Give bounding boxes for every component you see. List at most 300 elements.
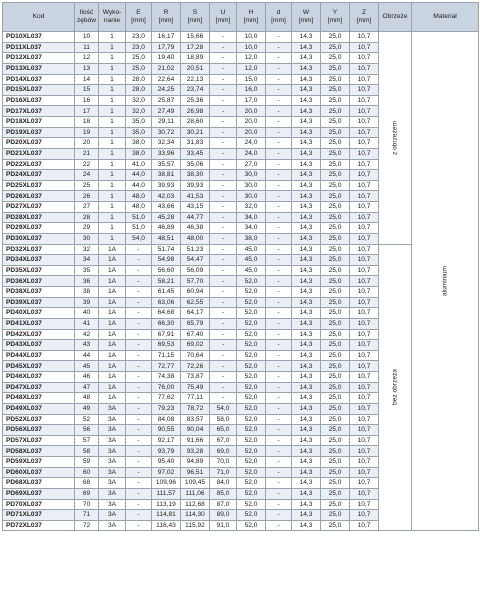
table-cell: 10,7 [350, 382, 379, 393]
product-code-cell: PD25XL037 [3, 180, 75, 191]
table-cell: 52,0 [237, 382, 266, 393]
product-code-cell: PD34XL037 [3, 255, 75, 266]
table-cell: 35,0 [126, 117, 152, 128]
table-cell: 10,7 [350, 85, 379, 96]
table-cell: - [210, 32, 237, 43]
table-cell: 1 [99, 223, 126, 234]
table-cell: - [266, 159, 292, 170]
product-code-cell: PD71XL037 [3, 510, 75, 521]
table-cell: 10,7 [350, 223, 379, 234]
table-cell: 59 [75, 457, 99, 468]
table-cell: 14,3 [292, 42, 321, 53]
obrzeze-label-with-flange: z obrzeżem [391, 120, 399, 155]
table-cell: - [266, 372, 292, 383]
product-code-cell: PD69XL037 [3, 488, 75, 499]
table-cell: - [210, 74, 237, 85]
table-cell: 14,3 [292, 117, 321, 128]
table-cell: - [126, 488, 152, 499]
table-cell: - [126, 350, 152, 361]
table-cell: - [126, 297, 152, 308]
table-cell: 25,87 [152, 95, 181, 106]
table-cell: 25,0 [321, 478, 350, 489]
col-header-wykonanie: Wyko- nanie [99, 3, 126, 32]
table-cell: 10,7 [350, 244, 379, 255]
table-cell: 10,7 [350, 63, 379, 74]
table-cell: 25,0 [321, 95, 350, 106]
table-cell: 46,89 [152, 223, 181, 234]
table-cell: 72,77 [152, 361, 181, 372]
table-cell: 10,7 [350, 488, 379, 499]
table-cell: - [210, 212, 237, 223]
table-cell: 32,0 [126, 95, 152, 106]
table-cell: 10,7 [350, 32, 379, 43]
table-cell: 51,23 [181, 244, 210, 255]
table-cell: 52,0 [237, 467, 266, 478]
table-cell: 21 [75, 148, 99, 159]
table-cell: 10,7 [350, 53, 379, 64]
table-cell: 14,3 [292, 372, 321, 383]
table-cell: - [126, 287, 152, 298]
table-cell: 52,0 [237, 372, 266, 383]
table-cell: 64,68 [152, 308, 181, 319]
table-cell: 10,7 [350, 74, 379, 85]
table-cell: 77,62 [152, 393, 181, 404]
table-cell: - [266, 117, 292, 128]
table-cell: 90,04 [181, 425, 210, 436]
product-code-cell: PD14XL037 [3, 74, 75, 85]
table-cell: 44,0 [126, 170, 152, 181]
table-cell: 20,0 [237, 127, 266, 138]
table-cell: - [266, 435, 292, 446]
table-cell: 57 [75, 435, 99, 446]
product-code-cell: PD30XL037 [3, 233, 75, 244]
table-cell: - [266, 74, 292, 85]
table-cell: 25,0 [321, 212, 350, 223]
table-cell: 14,3 [292, 159, 321, 170]
table-cell: 114,81 [152, 510, 181, 521]
table-cell: 10,7 [350, 372, 379, 383]
table-cell: 10,7 [350, 414, 379, 425]
table-cell: 1 [99, 212, 126, 223]
table-cell: 35,57 [152, 159, 181, 170]
table-cell: 116,43 [152, 520, 181, 531]
table-cell: 41,53 [181, 191, 210, 202]
table-cell: 3A [99, 457, 126, 468]
table-cell: 71,15 [152, 350, 181, 361]
product-code-cell: PD24XL037 [3, 170, 75, 181]
table-cell: 17,0 [237, 95, 266, 106]
table-cell: 14,3 [292, 223, 321, 234]
table-cell: 25,0 [321, 510, 350, 521]
table-cell: - [266, 170, 292, 181]
table-cell: 3A [99, 467, 126, 478]
table-cell: - [210, 255, 237, 266]
table-cell: 25,0 [321, 361, 350, 372]
table-cell: 15 [75, 85, 99, 96]
table-cell: 1 [99, 191, 126, 202]
table-cell: 1 [99, 85, 126, 96]
table-cell: 63,06 [152, 297, 181, 308]
table-cell: 48,0 [126, 191, 152, 202]
table-cell: 66,30 [152, 318, 181, 329]
product-code-cell: PD47XL037 [3, 382, 75, 393]
table-cell: 14,3 [292, 191, 321, 202]
table-cell: - [210, 53, 237, 64]
table-cell: - [266, 32, 292, 43]
table-cell: 97,02 [152, 467, 181, 478]
table-cell: 21,02 [152, 63, 181, 74]
table-cell: 10,7 [350, 170, 379, 181]
table-cell: - [266, 85, 292, 96]
table-cell: 34 [75, 255, 99, 266]
table-cell: 52,0 [237, 308, 266, 319]
table-cell: 1 [99, 170, 126, 181]
table-cell: 1A [99, 350, 126, 361]
table-cell: 27,49 [152, 106, 181, 117]
product-code-cell: PD49XL037 [3, 403, 75, 414]
table-cell: - [210, 159, 237, 170]
table-cell: 10,7 [350, 308, 379, 319]
table-cell: 14,3 [292, 403, 321, 414]
table-cell: 71,0 [210, 467, 237, 478]
table-cell: 25,0 [321, 223, 350, 234]
table-cell: 25,0 [321, 233, 350, 244]
table-cell: - [210, 63, 237, 74]
table-cell: 10,7 [350, 425, 379, 436]
table-cell: 19,40 [152, 53, 181, 64]
table-cell: 52 [75, 414, 99, 425]
table-cell: 24 [75, 170, 99, 181]
table-cell: 39,93 [181, 180, 210, 191]
table-cell: 70,0 [210, 457, 237, 468]
table-cell: 25,0 [321, 117, 350, 128]
col-header-s: S [mm] [181, 3, 210, 32]
table-cell: - [126, 265, 152, 276]
table-cell: 23,0 [126, 32, 152, 43]
table-cell: 10,7 [350, 212, 379, 223]
table-cell: 14,3 [292, 478, 321, 489]
col-header-z: Z [mm] [350, 3, 379, 32]
table-cell: 17 [75, 106, 99, 117]
table-cell: 14,3 [292, 170, 321, 181]
table-cell: 58,21 [152, 276, 181, 287]
table-cell: 25 [75, 180, 99, 191]
table-cell: - [266, 520, 292, 531]
table-cell: - [266, 276, 292, 287]
table-cell: 74,38 [152, 372, 181, 383]
table-cell: 35,0 [126, 127, 152, 138]
product-code-cell: PD18XL037 [3, 117, 75, 128]
table-cell: 14,3 [292, 446, 321, 457]
table-cell: 77,11 [181, 393, 210, 404]
table-cell: 28 [75, 212, 99, 223]
table-cell: 1 [99, 138, 126, 149]
table-cell: - [266, 138, 292, 149]
table-cell: - [126, 308, 152, 319]
table-cell: - [266, 446, 292, 457]
product-code-cell: PD12XL037 [3, 53, 75, 64]
table-cell: 111,57 [152, 488, 181, 499]
table-cell: - [126, 446, 152, 457]
table-cell: 3A [99, 446, 126, 457]
table-cell: - [210, 127, 237, 138]
table-cell: 36 [75, 276, 99, 287]
product-code-cell: PD56XL037 [3, 425, 75, 436]
product-code-cell: PD68XL037 [3, 478, 75, 489]
table-cell: - [266, 287, 292, 298]
table-cell: 25,0 [321, 318, 350, 329]
table-cell: - [210, 223, 237, 234]
table-cell: 10,7 [350, 403, 379, 414]
table-cell: 10,7 [350, 95, 379, 106]
table-cell: 14,3 [292, 53, 321, 64]
table-cell: 34,0 [237, 212, 266, 223]
table-cell: 43,66 [152, 202, 181, 213]
table-cell: 45,0 [237, 255, 266, 266]
table-cell: 45,0 [237, 265, 266, 276]
product-code-cell: PD11XL037 [3, 42, 75, 53]
table-cell: 10,7 [350, 202, 379, 213]
table-cell: - [210, 265, 237, 276]
table-cell: 25,0 [321, 435, 350, 446]
table-cell: 52,0 [237, 393, 266, 404]
table-cell: - [266, 308, 292, 319]
table-cell: 92,17 [152, 435, 181, 446]
table-cell: - [266, 329, 292, 340]
table-cell: - [126, 499, 152, 510]
table-cell: - [126, 467, 152, 478]
col-header-h: H [mm] [237, 3, 266, 32]
table-cell: - [266, 127, 292, 138]
table-cell: 25,0 [321, 170, 350, 181]
table-cell: - [266, 191, 292, 202]
table-cell: 52,0 [237, 446, 266, 457]
product-code-cell: PD16XL037 [3, 95, 75, 106]
table-cell: 10,7 [350, 340, 379, 351]
table-cell: 38,0 [126, 138, 152, 149]
table-cell: 54,0 [126, 233, 152, 244]
table-cell: 25,0 [321, 85, 350, 96]
table-cell: 52,0 [237, 340, 266, 351]
table-cell: 24,25 [152, 85, 181, 96]
table-cell: 10,7 [350, 287, 379, 298]
table-cell: 1 [99, 32, 126, 43]
table-cell: 25,0 [321, 276, 350, 287]
table-cell: 38,0 [126, 148, 152, 159]
table-cell: 45,0 [237, 244, 266, 255]
header-row [3, 3, 479, 32]
table-cell: 25,0 [321, 148, 350, 159]
table-cell: 14,3 [292, 63, 321, 74]
table-cell: 14,3 [292, 127, 321, 138]
table-cell: 15,0 [237, 74, 266, 85]
table-cell: 18 [75, 117, 99, 128]
table-cell: 10,7 [350, 276, 379, 287]
table-cell: 1A [99, 318, 126, 329]
obrzeze-label-without-flange: bez obrzeża [391, 369, 399, 406]
table-cell: 33,96 [152, 148, 181, 159]
table-cell: 25,0 [321, 403, 350, 414]
table-cell: 56,60 [152, 265, 181, 276]
table-cell: 90,55 [152, 425, 181, 436]
table-cell: 17,28 [181, 42, 210, 53]
table-cell: 1A [99, 276, 126, 287]
table-cell: 17,79 [152, 42, 181, 53]
table-cell: - [266, 350, 292, 361]
table-cell: 43 [75, 340, 99, 351]
table-cell: 32,34 [152, 138, 181, 149]
table-cell: 14,3 [292, 382, 321, 393]
table-cell: 10,7 [350, 446, 379, 457]
table-cell: 3A [99, 414, 126, 425]
table-cell: 26,98 [181, 106, 210, 117]
table-cell: 41,0 [126, 159, 152, 170]
table-cell: 10,7 [350, 117, 379, 128]
table-cell: 52,0 [237, 478, 266, 489]
table-cell: - [266, 180, 292, 191]
table-cell: 25,0 [126, 53, 152, 64]
table-cell: 29 [75, 223, 99, 234]
table-cell: 18,89 [181, 53, 210, 64]
table-cell: 46,38 [181, 223, 210, 234]
table-cell: - [266, 297, 292, 308]
table-cell: - [266, 414, 292, 425]
table-cell: - [266, 42, 292, 53]
product-code-cell: PD52XL037 [3, 414, 75, 425]
table-cell: - [126, 414, 152, 425]
table-cell: 30,0 [237, 170, 266, 181]
table-cell: 57,70 [181, 276, 210, 287]
product-code-cell: PD36XL037 [3, 276, 75, 287]
table-cell: 3A [99, 499, 126, 510]
table-cell: 10,7 [350, 329, 379, 340]
table-cell: 10,7 [350, 265, 379, 276]
table-cell: 1 [99, 42, 126, 53]
product-code-cell: PD22XL037 [3, 159, 75, 170]
table-cell: 25,0 [321, 488, 350, 499]
table-cell: 14,3 [292, 361, 321, 372]
table-cell: 10,7 [350, 106, 379, 117]
col-header-w: W [mm] [292, 3, 321, 32]
table-cell: 60,94 [181, 287, 210, 298]
table-cell: 1 [99, 95, 126, 106]
table-cell: 42,03 [152, 191, 181, 202]
product-code-cell: PD10XL037 [3, 32, 75, 43]
table-cell: 51,74 [152, 244, 181, 255]
table-cell: 56 [75, 425, 99, 436]
product-code-cell: PD44XL037 [3, 350, 75, 361]
table-cell: 25,0 [321, 180, 350, 191]
table-cell: 25,36 [181, 95, 210, 106]
table-cell: 54,0 [210, 403, 237, 414]
table-cell: 16,17 [152, 32, 181, 43]
table-cell: 14,3 [292, 350, 321, 361]
table-cell: - [266, 499, 292, 510]
table-cell: - [126, 425, 152, 436]
table-cell: 51,0 [126, 223, 152, 234]
table-cell: 109,96 [152, 478, 181, 489]
table-cell: 115,92 [181, 520, 210, 531]
product-code-cell: PD27XL037 [3, 202, 75, 213]
table-cell: 73,87 [181, 372, 210, 383]
table-cell: 1A [99, 297, 126, 308]
table-cell: - [210, 202, 237, 213]
table-cell: - [266, 63, 292, 74]
table-cell: 114,30 [181, 510, 210, 521]
table-cell: 79,23 [152, 403, 181, 414]
product-code-cell: PD38XL037 [3, 287, 75, 298]
table-cell: 68 [75, 478, 99, 489]
table-cell: - [266, 318, 292, 329]
table-cell: 52,0 [237, 276, 266, 287]
table-cell: - [266, 255, 292, 266]
table-cell: - [266, 478, 292, 489]
table-cell: - [266, 265, 292, 276]
table-cell: 25,0 [321, 53, 350, 64]
product-code-cell: PD58XL037 [3, 446, 75, 457]
table-cell: 3A [99, 520, 126, 531]
table-cell: 51,0 [126, 212, 152, 223]
table-cell: 14,3 [292, 32, 321, 43]
table-cell: - [126, 340, 152, 351]
table-cell: 25,0 [321, 42, 350, 53]
table-cell: 14,3 [292, 414, 321, 425]
table-cell: - [126, 382, 152, 393]
table-cell: 70,64 [181, 350, 210, 361]
table-cell: - [210, 340, 237, 351]
table-cell: 13 [75, 63, 99, 74]
table-cell: - [266, 233, 292, 244]
product-code-cell: PD45XL037 [3, 361, 75, 372]
col-header-obrzeze: Obrzeże [379, 3, 412, 32]
table-cell: - [266, 457, 292, 468]
table-cell: - [126, 244, 152, 255]
table-cell: 44,77 [181, 212, 210, 223]
table-cell: 43,15 [181, 202, 210, 213]
obrzeze-group-with-flange [379, 32, 412, 245]
table-cell: 89,0 [210, 510, 237, 521]
table-cell: 45,28 [152, 212, 181, 223]
table-cell: - [126, 435, 152, 446]
table-cell: - [210, 138, 237, 149]
table-cell: 29,11 [152, 117, 181, 128]
table-cell: 70 [75, 499, 99, 510]
table-cell: 10 [75, 32, 99, 43]
table-cell: 1A [99, 382, 126, 393]
table-cell: - [126, 520, 152, 531]
table-cell: 52,0 [237, 520, 266, 531]
table-cell: 1 [99, 127, 126, 138]
table-row [3, 244, 479, 255]
table-cell: 25,0 [321, 393, 350, 404]
table-cell: - [210, 106, 237, 117]
table-cell: - [126, 329, 152, 340]
table-cell: 10,7 [350, 255, 379, 266]
table-cell: 39 [75, 297, 99, 308]
table-cell: 14,3 [292, 138, 321, 149]
table-cell: 19 [75, 127, 99, 138]
table-cell: 25,0 [321, 159, 350, 170]
table-cell: - [210, 308, 237, 319]
table-cell: - [126, 361, 152, 372]
table-cell: 109,45 [181, 478, 210, 489]
table-cell: 52,0 [237, 435, 266, 446]
table-cell: 20,51 [181, 63, 210, 74]
table-cell: - [266, 223, 292, 234]
table-cell: 26 [75, 191, 99, 202]
table-cell: - [266, 212, 292, 223]
table-cell: 67,40 [181, 329, 210, 340]
